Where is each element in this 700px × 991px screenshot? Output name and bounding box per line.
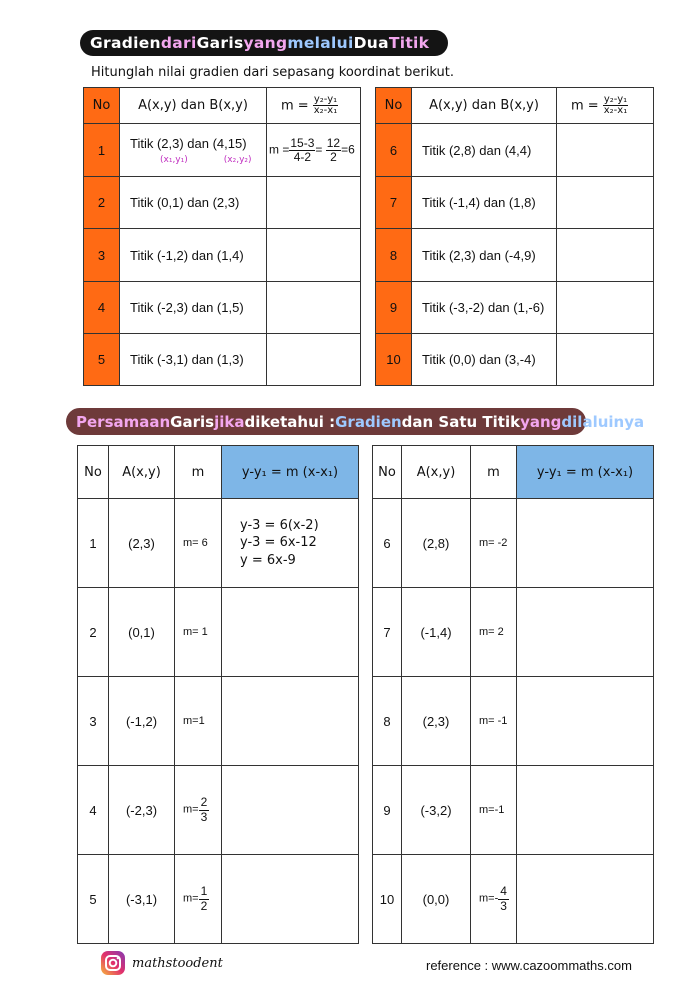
answer-cell[interactable] <box>557 124 654 177</box>
title-word: jika <box>214 412 245 431</box>
formula-m: m = <box>571 98 599 113</box>
row-points: Titik (0,1) dan (2,3) <box>120 177 267 229</box>
m-den: 3 <box>200 809 208 824</box>
header-no: No <box>84 88 120 124</box>
title-word: Garis <box>170 412 215 431</box>
ans-den: 4-2 <box>293 149 312 164</box>
row-point: (0,0) <box>402 855 471 944</box>
formula-den: x₂-x₁ <box>603 105 628 116</box>
answer-cell[interactable] <box>222 588 359 677</box>
header-no: No <box>78 446 109 499</box>
header-no: No <box>376 88 412 124</box>
ans-frac2 <box>326 137 341 163</box>
header-points: A(x,y) dan B(x,y) <box>412 88 557 124</box>
row-no: 5 <box>84 334 120 386</box>
title-word: Persamaan <box>76 412 171 431</box>
answer-cell[interactable] <box>517 588 654 677</box>
row-no: 10 <box>373 855 402 944</box>
row-no: 7 <box>373 588 402 677</box>
answer-line: y-3 = 6x-12 <box>240 535 317 551</box>
row-m: m= -1 <box>471 677 517 766</box>
handle-text: mathstoodent <box>132 955 223 971</box>
title-word: Gradien <box>335 412 402 431</box>
equation-table-right <box>372 445 654 944</box>
answer-cell[interactable] <box>267 229 361 282</box>
m-num: 4 <box>500 884 507 899</box>
header-m: m <box>175 446 222 499</box>
title-word: dilaluinya <box>561 412 645 431</box>
ans-m: m = <box>269 142 290 157</box>
m-fraction <box>498 885 509 912</box>
answer-cell[interactable] <box>267 334 361 386</box>
sub-label: (x₂,y₂) <box>223 154 252 165</box>
header-formula <box>557 88 654 124</box>
row-no: 2 <box>84 177 120 229</box>
row-no: 1 <box>84 124 120 177</box>
row-point: (-3,1) <box>109 855 175 944</box>
row-m <box>471 855 517 944</box>
row-no: 9 <box>376 282 412 334</box>
reference-text: reference : www.cazoommaths.com <box>426 958 632 973</box>
header-m: m <box>471 446 517 499</box>
header-equation: y-y₁ = m (x-x₁) <box>517 446 654 499</box>
header-equation: y-y₁ = m (x-x₁) <box>222 446 359 499</box>
row-points: Titik (2,8) dan (4,4) <box>412 124 557 177</box>
title-word: yang <box>520 412 562 431</box>
m-prefix: m= <box>183 803 199 816</box>
row-point: (2,3) <box>109 499 175 588</box>
row-points: Titik (-1,4) dan (1,8) <box>412 177 557 229</box>
section-title-gradient <box>80 30 448 56</box>
row-m: m=-1 <box>471 766 517 855</box>
row-no: 6 <box>373 499 402 588</box>
header-no: No <box>373 446 402 499</box>
m-fraction <box>199 796 210 823</box>
row-points: Titik (0,0) dan (3,-4) <box>412 334 557 386</box>
answer-cell[interactable] <box>517 766 654 855</box>
row-points: Titik (-3,1) dan (1,3) <box>120 334 267 386</box>
row-m: m=1 <box>175 677 222 766</box>
row-points: Titik (-3,-2) dan (1,-6) <box>412 282 557 334</box>
m-den: 3 <box>500 898 507 913</box>
section-title-line-equation <box>66 408 645 435</box>
row-points: Titik (-1,2) dan (1,4) <box>120 229 267 282</box>
row-no: 3 <box>78 677 109 766</box>
title-word: yang <box>243 34 288 52</box>
answer-cell[interactable] <box>222 855 359 944</box>
row-point: (2,8) <box>402 499 471 588</box>
ans-num: 15-3 <box>290 135 315 150</box>
answer-cell[interactable] <box>267 177 361 229</box>
row-no: 9 <box>373 766 402 855</box>
answer-line: y-3 = 6(x-2) <box>240 517 319 533</box>
gradient-table-right <box>375 87 654 386</box>
row-point: (-2,3) <box>109 766 175 855</box>
answer-cell[interactable] <box>557 334 654 386</box>
row-m: m= 1 <box>175 588 222 677</box>
row-no: 8 <box>373 677 402 766</box>
formula-den: x₂-x₁ <box>313 105 338 116</box>
title-word: diketahui : <box>244 412 336 431</box>
row-no: 7 <box>376 177 412 229</box>
row-no: 8 <box>376 229 412 282</box>
title-word: Garis <box>196 34 244 52</box>
answer-cell[interactable] <box>557 229 654 282</box>
header-points: A(x,y) dan B(x,y) <box>120 88 267 124</box>
m-prefix: m= <box>183 892 199 905</box>
row-points: Titik (-2,3) dan (1,5) <box>120 282 267 334</box>
row-no: 4 <box>78 766 109 855</box>
formula-fraction <box>313 95 338 117</box>
points-text: Titik (2,3) dan (4,15) <box>130 135 247 151</box>
instruction-text: Hitunglah nilai gradien dari sepasang koordinat berikut. <box>91 65 454 80</box>
formula-m: m = <box>281 98 309 113</box>
formula-num: y₂-y₁ <box>313 93 338 105</box>
answer-cell <box>222 499 359 588</box>
row-points: Titik (2,3) dan (-4,9) <box>412 229 557 282</box>
ans-frac1 <box>289 137 315 163</box>
title-word: Dua <box>353 34 389 52</box>
row-m <box>175 855 222 944</box>
row-no: 2 <box>78 588 109 677</box>
answer-cell[interactable] <box>222 677 359 766</box>
answer-cell[interactable] <box>517 855 654 944</box>
sub-label: (x₁,y₁) <box>160 154 188 165</box>
m-den: 2 <box>200 898 208 913</box>
ans-den: 2 <box>330 149 337 164</box>
title-word: dan Satu Titik <box>401 412 521 431</box>
row-point: (-1,2) <box>109 677 175 766</box>
header-formula <box>267 88 361 124</box>
ans-num: 12 <box>326 135 341 150</box>
answer-cell[interactable] <box>557 177 654 229</box>
row-points <box>120 124 267 177</box>
row-point: (2,3) <box>402 677 471 766</box>
title-word: Gradien <box>90 34 161 52</box>
row-point: (0,1) <box>109 588 175 677</box>
row-m <box>175 766 222 855</box>
row-no: 1 <box>78 499 109 588</box>
row-no: 10 <box>376 334 412 386</box>
answer-cell[interactable] <box>267 282 361 334</box>
title-word: dari <box>160 34 197 52</box>
row-m: m= -2 <box>471 499 517 588</box>
answer-line: y = 6x-9 <box>240 552 296 568</box>
formula-fraction <box>603 95 628 117</box>
row-point: (-1,4) <box>402 588 471 677</box>
formula-num: y₂-y₁ <box>603 93 628 105</box>
ans-result: =6 <box>341 142 355 157</box>
title-word: melalui <box>287 34 354 52</box>
row-m: m= 6 <box>175 499 222 588</box>
row-no: 3 <box>84 229 120 282</box>
ans-eq: = <box>315 142 323 157</box>
instagram-handle <box>100 950 223 976</box>
answer-cell[interactable] <box>222 766 359 855</box>
m-fraction <box>199 885 210 912</box>
equation-table-left <box>77 445 359 944</box>
answer-cell <box>267 124 361 177</box>
m-num: 2 <box>200 795 208 810</box>
row-no: 4 <box>84 282 120 334</box>
instagram-icon <box>100 950 126 976</box>
row-point: (-3,2) <box>402 766 471 855</box>
m-prefix: m=- <box>479 892 499 905</box>
gradient-table-left <box>83 87 361 386</box>
row-no: 5 <box>78 855 109 944</box>
row-no: 6 <box>376 124 412 177</box>
header-point: A(x,y) <box>109 446 175 499</box>
m-num: 1 <box>200 884 208 899</box>
answer-cell[interactable] <box>557 282 654 334</box>
answer-cell[interactable] <box>517 677 654 766</box>
header-point: A(x,y) <box>402 446 471 499</box>
answer-cell[interactable] <box>517 499 654 588</box>
title-word: Titik <box>388 34 430 52</box>
row-m: m= 2 <box>471 588 517 677</box>
